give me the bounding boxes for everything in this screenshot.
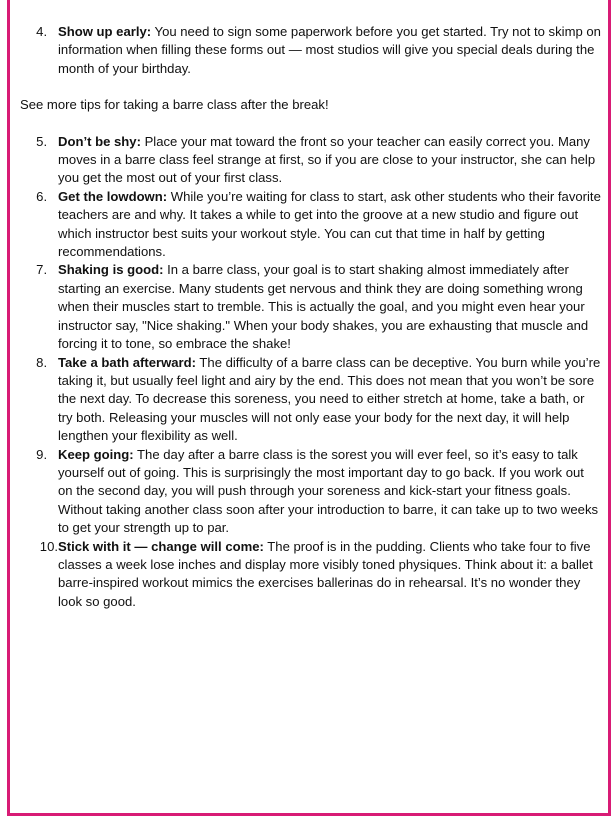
tip-number	[20, 538, 58, 556]
tip-body	[58, 23, 602, 78]
tip-text: You need to sign some paperwork before you get started. Try not to skimp on information when filling these forms out — most studios will give you special deals during the month of your birthday.	[58, 24, 601, 76]
tip-body	[58, 446, 602, 538]
tip-text: In a barre class, your goal is to start shaking almost immediately after starting an exercise. Many students get nervous and think they are doing something wrong when their muscles start to tremble. This is actually the goal, and you might even hear your instructor say, "Nice shaking." When your body shakes, you are exhausting that muscle and forcing it to tone, so embrace the shake!	[58, 262, 589, 352]
tip-item-6	[20, 188, 602, 262]
tip-number	[20, 133, 58, 151]
tip-number-text: 8.	[36, 354, 48, 370]
tip-title: Shaking is good:	[58, 262, 164, 278]
tip-title: Keep going:	[58, 446, 134, 462]
tip-title: Don’t be shy:	[58, 133, 141, 149]
tip-number	[20, 446, 58, 464]
tip-body	[58, 354, 602, 446]
tip-body	[58, 133, 602, 188]
tip-title: Take a bath afterward:	[58, 354, 197, 370]
tip-body	[58, 261, 602, 353]
break-paragraph: See more tips for taking a barre class after the break!	[20, 97, 329, 113]
tip-item-9	[20, 446, 602, 538]
tip-number-text: 6.	[36, 188, 48, 204]
tip-number	[20, 23, 58, 41]
tip-number	[20, 188, 58, 206]
tip-number	[20, 261, 58, 279]
tip-item-7	[20, 261, 602, 353]
document-content	[20, 23, 602, 611]
tip-title: Stick with it — change will come:	[58, 538, 264, 554]
tip-body	[58, 188, 602, 262]
tip-item-4	[20, 23, 602, 78]
tip-item-5	[20, 133, 602, 188]
tip-text: The difficulty of a barre class can be deceptive. You burn while you’re taking it, but usually feel light and airy by the end. This does not mean that you won’t be sore the next day. To decrease this soreness, you need to either stretch at home, take a bath, or try both. Releasing your muscles will not only ease your body for the next day, it will help lengthen your flexibility as well.	[58, 354, 601, 444]
tip-text: While you’re waiting for class to start, ask other students who their favorite teachers are and why. It takes a while to get into the groove at a new studio and figure out which instructor best suits your workout style. You can cut that time in half by getting recommendations.	[58, 188, 601, 260]
tip-body	[58, 538, 602, 612]
tip-number-text: 5.	[36, 133, 48, 149]
tip-title: Show up early:	[58, 24, 152, 39]
tip-number-text: 7.	[36, 262, 48, 278]
tip-item-10	[20, 538, 602, 612]
tip-number-text: 9.	[36, 446, 48, 462]
tip-number-text: 10.	[39, 538, 58, 554]
tip-text: The proof is in the pudding. Clients who take four to five classes a week lose inches and display more visibly toned physiques. Think about it: a ballet barre-inspired workout mimics the exercises ballerinas do in rehearsal. It’s no wonder they look so good.	[58, 538, 593, 609]
tip-number-text: 4.	[36, 24, 48, 39]
tip-text: The day after a barre class is the sorest you will ever feel, so it’s easy to talk yourself out of going. This is surprisingly the most important day to go back. If you work out on the second day, you will push through your soreness and kick-start your fitness goals. Without taking another class soon after your introduction to barre, it can take up to two weeks to get your strength up to par.	[58, 446, 599, 536]
tip-title: Get the lowdown:	[58, 188, 168, 204]
tip-number	[20, 354, 58, 372]
tip-text: Place your mat toward the front so your teacher can easily correct you. Many moves in a barre class feel strange at first, so if you are close to your instructor, she can help you get the most out of your first class.	[58, 133, 596, 186]
tip-item-8	[20, 354, 602, 446]
